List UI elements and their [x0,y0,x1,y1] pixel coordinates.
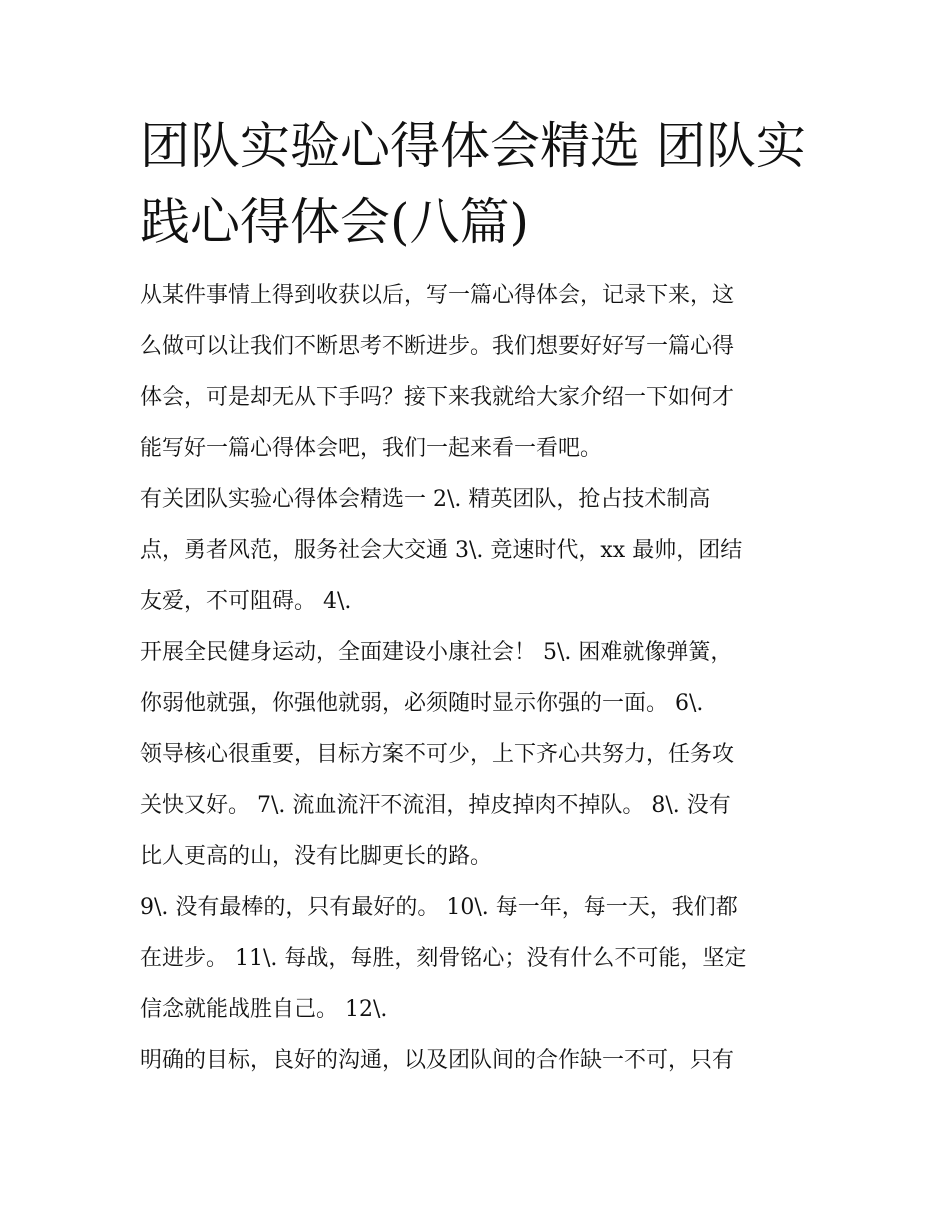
text-line: 开展全民健身运动，全面建设小康社会！ 5\. 困难就像弹簧， [140,640,733,665]
text-line: 么做可以让我们不断思考不断进步。我们想要好好写一篇心得 [140,334,735,359]
text-line: 9\. 没有最棒的，只有最好的。 10\. 每一年，每一天，我们都 [140,895,738,920]
document-body [140,270,812,1086]
paragraph [140,882,812,1035]
text-line: 信念就能战胜自己。 12\. [140,997,388,1022]
paragraph [140,627,812,882]
text-line: 友爱，不可阻碍。 4\. [140,589,352,614]
text-line: 从某件事情上得到收获以后，写一篇心得体会，记录下来，这 [140,283,735,308]
text-line: 你弱他就强，你强他就弱，必须随时显示你强的一面。 6\. [140,691,704,716]
text-line: 能写好一篇心得体会吧，我们一起来看一看吧。 [140,436,603,461]
document-title [140,108,812,260]
paragraph [140,1035,812,1086]
text-line: 在进步。 11\. 每战，每胜，刻骨铭心；没有什么不可能，坚定 [140,946,747,971]
paragraph [140,474,812,627]
title-line: 践心得体会(八篇) [140,193,530,251]
paragraph [140,270,812,474]
text-line: 明确的目标，良好的沟通，以及团队间的合作缺一不可，只有 [140,1048,735,1073]
text-line: 领导核心很重要，目标方案不可少，上下齐心共努力，任务攻 [140,742,735,767]
document-page [140,108,812,1086]
text-line: 比人更高的山，没有比脚更长的路。 [140,844,493,869]
text-line: 有关团队实验心得体会精选一 2\. 精英团队，抢占技术制高 [140,487,711,512]
text-line: 体会，可是却无从下手吗？接下来我就给大家介绍一下如何才 [140,385,735,410]
text-line: 点，勇者风范，服务社会大交通 3\. 竞速时代，xx 最帅，团结 [140,538,743,563]
title-line: 团队实验心得体会精选 团队实 [140,117,806,175]
text-line: 关快又好。 7\. 流血流汗不流泪，掉皮掉肉不掉队。 8\. 没有 [140,793,731,818]
